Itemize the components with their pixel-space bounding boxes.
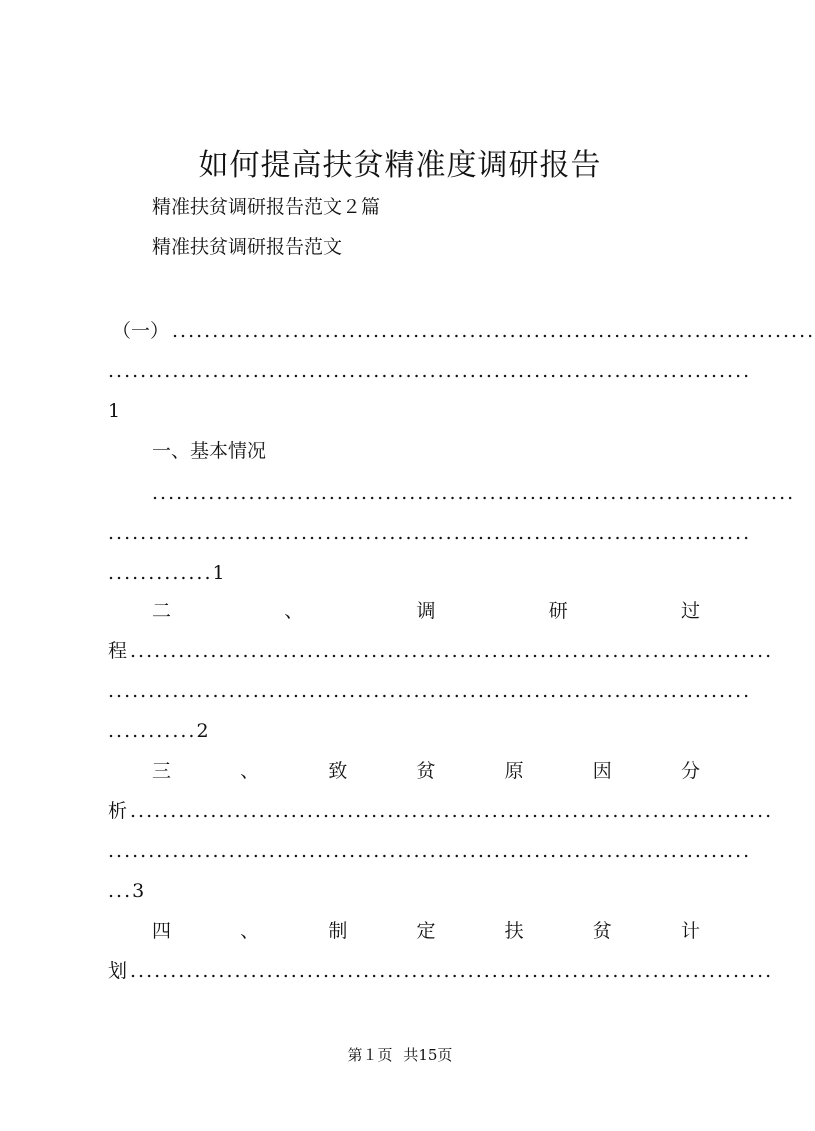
toc-item3-char: 原 — [504, 760, 524, 782]
toc-item2-tail: 程 — [108, 640, 128, 662]
toc-item4-char: 、 — [240, 920, 260, 942]
toc-item3-char: 因 — [592, 760, 612, 782]
subtitle-2: 精准扶贫调研报告范文 — [152, 236, 343, 258]
toc-item2-char: 研 — [548, 600, 568, 622]
toc-item3-page: 3 — [132, 880, 147, 902]
document-title: 如何提高扶贫精准度调研报告 — [198, 148, 602, 183]
toc-dot-leader: ................................................................................ — [152, 482, 796, 504]
toc-item4-char: 计 — [680, 920, 700, 942]
toc-item4-char: 制 — [328, 920, 348, 942]
toc-item2-heading — [152, 598, 700, 624]
toc-item2-char: 过 — [680, 600, 700, 622]
toc-item3-char: 三 — [152, 760, 172, 782]
page-footer — [0, 1044, 800, 1065]
toc-dot-leader: ................................................................................ — [108, 840, 752, 862]
toc-item3-leader-end: ...3 — [108, 880, 147, 902]
toc-dot-leader: ................................................................................ — [172, 320, 815, 342]
toc-item1-leader-end: .............1 — [108, 562, 227, 584]
toc-dot-leader: ................................................................................ — [108, 522, 752, 544]
toc-item4-char: 四 — [152, 920, 172, 942]
toc-item4-tail: 划 — [108, 960, 128, 982]
toc-part1-page: 1 — [108, 400, 121, 422]
toc-item2-char: 调 — [416, 600, 436, 622]
toc-item3-heading — [152, 758, 700, 784]
toc-item3-char: 分 — [680, 760, 700, 782]
toc-item4-char: 贫 — [592, 920, 612, 942]
toc-item2-char: 、 — [284, 600, 304, 622]
page-number: 第１页 — [347, 1046, 393, 1064]
toc-part1-label: （一） — [112, 320, 170, 342]
toc-dot-leader: ................................................................................ — [130, 640, 774, 662]
toc-item4-heading — [152, 918, 700, 944]
subtitle-1: 精准扶贫调研报告范文２篇 — [152, 196, 381, 218]
toc-item3-char: 、 — [240, 760, 260, 782]
toc-item4-char: 扶 — [504, 920, 524, 942]
toc-dot-leader: ................................................................................ — [130, 800, 774, 822]
toc-item3-char: 致 — [328, 760, 348, 782]
toc-item1-page: 1 — [212, 562, 227, 584]
toc-item1-label: 一、基本情况 — [152, 440, 267, 462]
toc-item2-char: 二 — [152, 600, 172, 622]
toc-dot-leader: ................................................................................ — [108, 680, 752, 702]
total-pages: 共15页 — [403, 1046, 453, 1064]
toc-dot-leader: ................................................................................ — [130, 960, 774, 982]
toc-item3-tail: 析 — [108, 800, 128, 822]
toc-item2-page: 2 — [196, 720, 211, 742]
toc-dot-leader: ................................................................................ — [108, 360, 752, 382]
toc-item3-char: 贫 — [416, 760, 436, 782]
toc-item2-leader-end: ...........2 — [108, 720, 211, 742]
toc-item4-char: 定 — [416, 920, 436, 942]
